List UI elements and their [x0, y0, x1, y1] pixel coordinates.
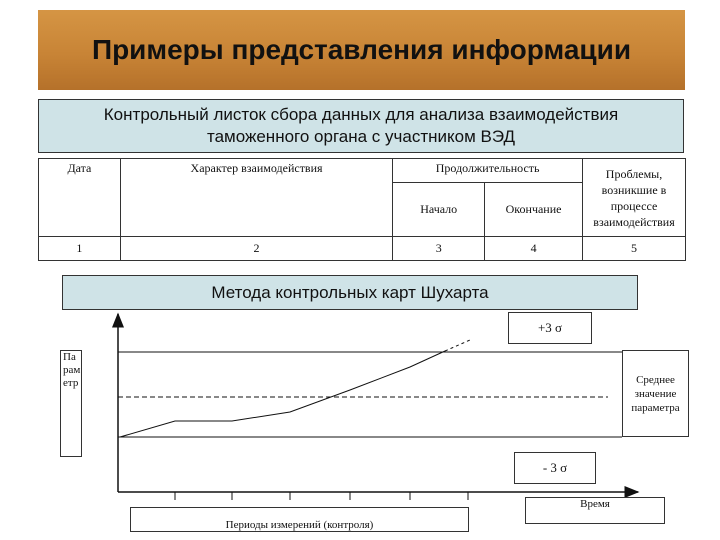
header-date: Дата — [39, 159, 121, 237]
upper-control-limit-label: +3 σ — [508, 312, 592, 344]
time-axis-label: Время — [525, 497, 665, 524]
x-axis-ticks — [175, 492, 468, 500]
column-number-1: 1 — [39, 237, 121, 261]
column-number-3: 3 — [393, 237, 485, 261]
x-axis-label: Периоды измерений (контроля) — [130, 507, 469, 532]
column-number-5: 5 — [583, 237, 686, 261]
process-line — [120, 351, 445, 437]
checklist-caption-line-2: таможенного органа с участником ВЭД — [206, 127, 516, 146]
header-nature: Характер взаимодействия — [120, 159, 392, 237]
column-number-4: 4 — [485, 237, 583, 261]
slide-title: Примеры представления информации — [91, 34, 632, 65]
header-problems: Проблемы, возникшие в процессе взаимодействия — [583, 159, 686, 237]
control-chart-heading: Метода контрольных карт Шухарта — [62, 275, 638, 310]
process-line-projection — [445, 340, 470, 351]
y-axis-label: Параметр — [60, 350, 82, 457]
header-start: Начало — [393, 183, 485, 237]
header-duration: Продолжительность — [393, 159, 583, 183]
lower-control-limit-label: - 3 σ — [514, 452, 596, 484]
header-end: Окончание — [485, 183, 583, 237]
checklist-caption-line-1: Контрольный листок сбора данных для анализа взаимодействия — [103, 105, 619, 124]
column-number-2: 2 — [120, 237, 392, 261]
mean-value-label: Среднее значение параметра — [622, 350, 689, 437]
